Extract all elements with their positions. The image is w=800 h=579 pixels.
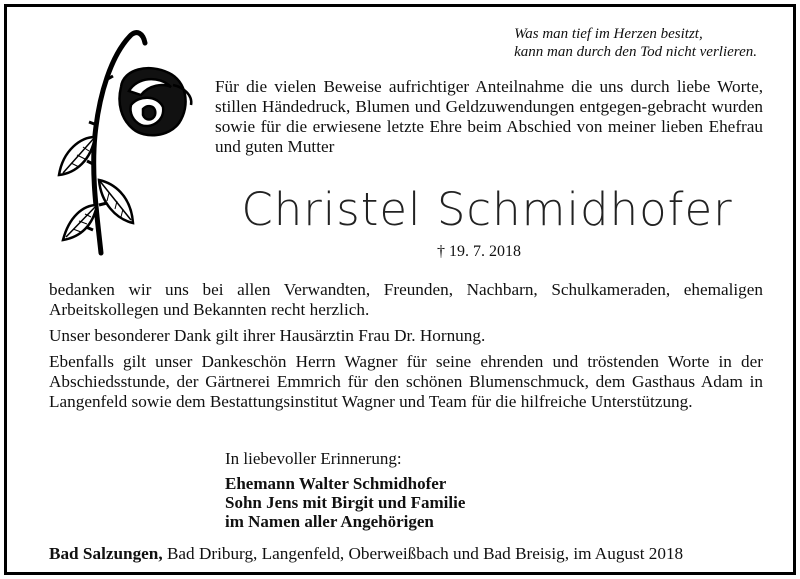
obituary-card: [4, 4, 796, 575]
rose-icon: [51, 25, 201, 265]
place-rest: Bad Driburg, Langenfeld, Oberweißbach und Bad Breisig, im August 2018: [162, 544, 684, 563]
intro-paragraph: Für die vielen Beweise aufrichtiger Anteilnahme die uns durch liebe Worte, stillen Händedruck, Blumen und Geldzuwendungen entgegen-gebracht wurden sowie für die erwiesene letzte Ehre beim Abschied von meiner lieben Ehefrau und guten Mutter: [215, 77, 763, 156]
place-main: Bad Salzungen,: [49, 544, 163, 563]
thanks-paragraph-3: Ebenfalls gilt unser Dankeschön Herrn Wagner für seine ehrenden und tröstenden Worte in der Abschiedsstunde, der Gärtnerei Emmrich für den schönen Blumenschmuck, dem Gasthaus Adam in Langenfeld sowie dem Bestattungsinstitut Wagner und Team für die hilfreiche Unterstützung.: [49, 352, 763, 411]
deceased-name: Christel Schmidhofer: [241, 183, 733, 236]
thanks-paragraph-1: bedanken wir uns bei allen Verwandten, Freunden, Nachbarn, Schulkameraden, ehemaligen Arbeitskollegen und Bekannten recht herzlich.: [49, 280, 763, 319]
thanks-body: [49, 280, 763, 418]
closing-line: In liebevoller Erinnerung:: [225, 449, 402, 468]
signer-3: im Namen aller Angehörigen: [225, 512, 434, 531]
motto-line-2: kann man durch den Tod nicht verlieren.: [514, 44, 757, 60]
thanks-paragraph-2: Unser besonderer Dank gilt ihrer Hausärztin Frau Dr. Hornung.: [49, 326, 486, 345]
motto-line-1: Was man tief im Herzen besitzt,: [514, 26, 703, 42]
motto-quote: [514, 25, 757, 61]
signers-list: [225, 474, 465, 531]
place-date-line: [49, 544, 683, 564]
death-date: † 19. 7. 2018: [437, 243, 521, 260]
signer-1: Ehemann Walter Schmidhofer: [225, 474, 447, 493]
signer-2: Sohn Jens mit Birgit und Familie: [225, 493, 466, 512]
